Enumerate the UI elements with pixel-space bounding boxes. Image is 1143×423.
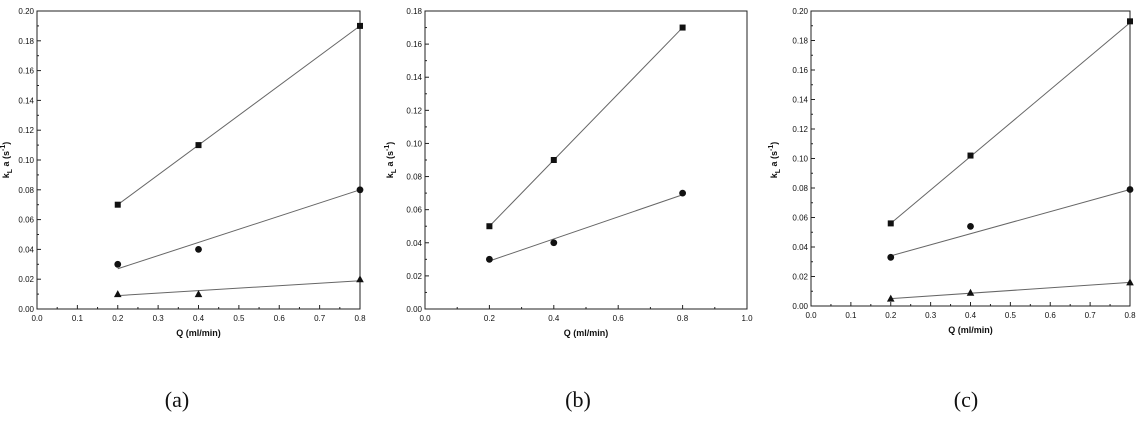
fit-line-circle — [891, 189, 1130, 255]
y-tick-label: 0.04 — [18, 245, 34, 255]
data-point-triangle — [356, 275, 364, 282]
x-axis-label: Q (ml/min) — [563, 328, 609, 338]
fit-line-square — [891, 23, 1130, 224]
y-tick-label: 0.08 — [406, 172, 422, 182]
y-tick-label: 0.18 — [18, 36, 34, 46]
panel-label: (b) — [565, 387, 591, 412]
y-tick-label: 0.20 — [18, 7, 34, 16]
fit-line-square — [118, 26, 360, 205]
y-tick-label: 0.14 — [18, 96, 34, 106]
x-tick-label: 0.3 — [152, 314, 164, 323]
x-tick-label: 0.8 — [354, 314, 366, 323]
y-tick-label: 0.12 — [792, 125, 808, 134]
data-point-square — [1127, 18, 1133, 24]
x-tick-label: 0.0 — [31, 314, 43, 323]
y-tick-label: 0.00 — [792, 302, 808, 311]
x-tick-label: 0.4 — [192, 314, 205, 323]
y-tick-label: 0.06 — [792, 213, 808, 223]
y-tick-label: 0.10 — [406, 139, 422, 149]
y-tick-label: 0.14 — [792, 95, 808, 105]
data-point-square — [680, 25, 686, 31]
y-tick-label: 0.12 — [406, 106, 422, 116]
x-axis-label: Q (ml/min) — [176, 328, 221, 338]
y-axis-label: $k_L$ a $(s^{-1})$ — [768, 141, 782, 179]
x-tick-label: 0.7 — [1084, 311, 1096, 320]
x-tick-label: 0.4 — [964, 311, 977, 320]
x-tick-label: 0.0 — [805, 311, 817, 320]
y-tick-label: 0.10 — [792, 154, 808, 164]
y-axis-label: $k_L$ a $(s^{-1})$ — [384, 141, 398, 179]
data-point-circle — [1127, 186, 1134, 193]
y-tick-label: 0.20 — [792, 7, 808, 16]
y-tick-label: 0.16 — [18, 66, 34, 76]
x-tick-label: 0.6 — [273, 314, 285, 323]
x-tick-label: 0.6 — [1044, 311, 1056, 320]
data-point-square — [888, 220, 894, 226]
data-point-square — [196, 142, 202, 148]
chart-panel-2 — [384, 7, 753, 412]
panel-label: (a) — [164, 387, 190, 412]
x-tick-label: 0.3 — [925, 311, 937, 320]
y-tick-label: 0.12 — [18, 126, 34, 136]
data-point-circle — [967, 223, 974, 230]
y-tick-label: 0.16 — [406, 40, 422, 50]
panel-label: (c) — [953, 387, 979, 412]
x-tick-label: 0.6 — [612, 314, 624, 323]
y-tick-label: 0.16 — [792, 66, 808, 75]
data-point-square — [357, 23, 363, 29]
y-axis-label: $k_L$ a $(s^{-1})$ — [0, 141, 14, 179]
y-tick-label: 0.10 — [18, 156, 34, 165]
data-point-circle — [887, 254, 894, 261]
y-tick-label: 0.02 — [18, 275, 34, 285]
fit-line-circle — [118, 190, 360, 269]
data-point-circle — [550, 239, 557, 246]
y-tick-label: 0.18 — [792, 36, 808, 46]
y-tick-label: 0.14 — [406, 73, 422, 83]
data-point-square — [968, 153, 974, 159]
x-tick-label: 0.1 — [71, 314, 83, 323]
y-tick-label: 0.08 — [792, 184, 808, 193]
plot-frame — [37, 11, 360, 309]
fit-line-triangle — [118, 281, 360, 296]
fit-line-triangle — [891, 282, 1130, 298]
y-tick-label: 0.00 — [18, 305, 34, 314]
x-tick-label: 0.8 — [1124, 311, 1136, 320]
data-point-circle — [195, 246, 202, 253]
x-tick-label: 0.2 — [885, 311, 897, 320]
x-tick-label: 0.8 — [677, 314, 689, 323]
x-tick-label: 0.2 — [112, 314, 124, 323]
x-tick-label: 0.1 — [845, 311, 857, 320]
y-tick-label: 0.08 — [18, 185, 34, 195]
data-point-triangle — [1126, 278, 1134, 285]
y-tick-label: 0.00 — [406, 305, 422, 314]
plot-frame — [425, 11, 747, 309]
x-axis-label: Q (ml/min) — [948, 325, 993, 335]
y-tick-label: 0.04 — [792, 243, 808, 252]
x-tick-label: 0.2 — [483, 314, 495, 323]
data-point-square — [551, 157, 557, 163]
data-point-square — [486, 223, 492, 229]
chart-panel-3 — [768, 7, 1136, 412]
y-tick-label: 0.02 — [792, 272, 808, 282]
fit-line-circle — [489, 195, 682, 261]
y-tick-label: 0.06 — [406, 205, 422, 215]
x-tick-label: 0.5 — [1004, 311, 1016, 320]
x-tick-label: 0.7 — [314, 314, 326, 323]
data-point-triangle — [967, 289, 975, 296]
y-tick-label: 0.02 — [406, 271, 422, 281]
y-tick-label: 0.06 — [18, 215, 34, 225]
chart-panel-1 — [0, 7, 366, 412]
y-tick-label: 0.04 — [406, 238, 422, 248]
data-point-triangle — [114, 290, 122, 297]
x-tick-label: 0.5 — [233, 314, 245, 323]
fit-line-square — [489, 28, 682, 227]
x-tick-label: 1.0 — [741, 314, 753, 323]
data-point-circle — [679, 190, 686, 197]
data-point-circle — [114, 261, 121, 268]
data-point-square — [115, 202, 121, 208]
data-point-circle — [357, 186, 364, 193]
data-point-circle — [486, 256, 493, 263]
x-tick-label: 0.4 — [548, 314, 560, 323]
x-tick-label: 0.0 — [419, 314, 431, 323]
y-tick-label: 0.18 — [406, 7, 422, 16]
